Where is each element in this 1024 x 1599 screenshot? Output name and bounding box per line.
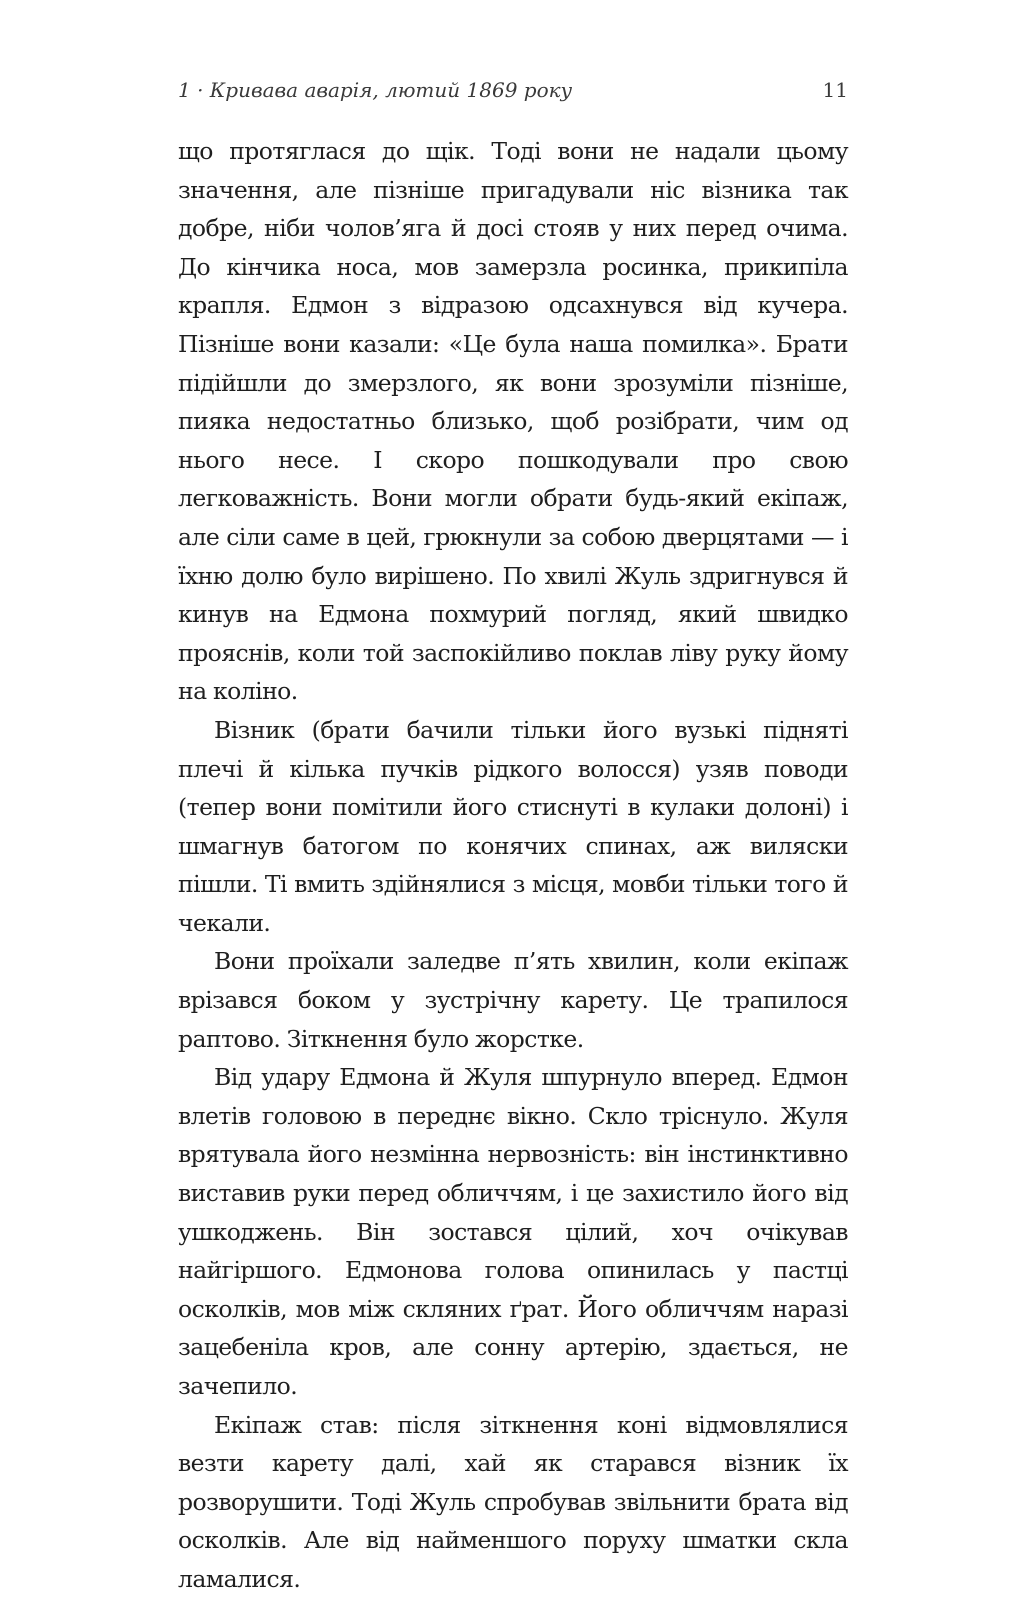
- chapter-title: 1 · Кривава аварія, лютий 1869 року: [178, 78, 573, 102]
- paragraph-5: Екіпаж став: після зіткнення коні відмовлялися везти карету далі, хай як старався візник їх розворушити. Тоді Жуль спробував звільнити брата від осколків. Але від найменшого поруху шматки скла ламалися.: [178, 1410, 848, 1593]
- paragraph-2: Візник (брати бачили тільки його вузькі підняті плечі й кілька пучків рідкого волосся) узяв поводи (тепер вони помітили його стиснуті в кулаки долоні) і шмагнув батогом по конячих спинах, аж виляски пішли. Ті вмить здійнялися з місця, мовби тільки того й чекали.: [178, 715, 848, 937]
- paragraph-1: що протяглася до щік. Тоді вони не надали цьому значення, але пізніше пригадували ніс візника так добре, ніби чолов’яга й досі стояв у них перед очима. До кінчика носа, мов замерзла росинка, прикипіла крапля. Едмон з відразою одсахнувся від кучера. Пізніше вони казали: «Це була наша помилка». Брати підійшли до змерзлого, як вони зрозуміли пізніше, пияка недостатньо близько, щоб розібрати, чим од нього несе. І скоро пошкодували про свою легковажність. Вони могли обрати будь-який екіпаж, але сіли саме в цей, грюкнули за собою дверцятами — і їхню долю було вирішено. По хвилі Жуль здригнувся й кинув на Едмона похмурий погляд, який швидко прояснів, коли той заспокійливо поклав ліву руку йому на коліно.: [178, 137, 848, 706]
- page-number: 11: [822, 78, 848, 102]
- body-text: [178, 132, 848, 1599]
- paragraph-4: Від удару Едмона й Жуля шпурнуло вперед. Едмон влетів головою в переднє вікно. Скло тріснуло. Жуля врятувала його незмінна нервозність: він інстинктивно виставив руки перед обличчям, і це захистило його від ушкоджень. Він зостався цілий, хоч очікував найгіршого. Едмонова голова опинилась у пастці осколків, мов між скляних ґрат. Його обличчям наразі зацебеніла кров, але сонну артерію, здається, не зачепило.: [178, 1063, 848, 1400]
- running-header: [178, 72, 848, 108]
- paragraph-3: Вони проїхали заледве п’ять хвилин, коли екіпаж врізався боком у зустрічну карету. Це трапилося раптово. Зіткнення було жорстке.: [178, 947, 848, 1053]
